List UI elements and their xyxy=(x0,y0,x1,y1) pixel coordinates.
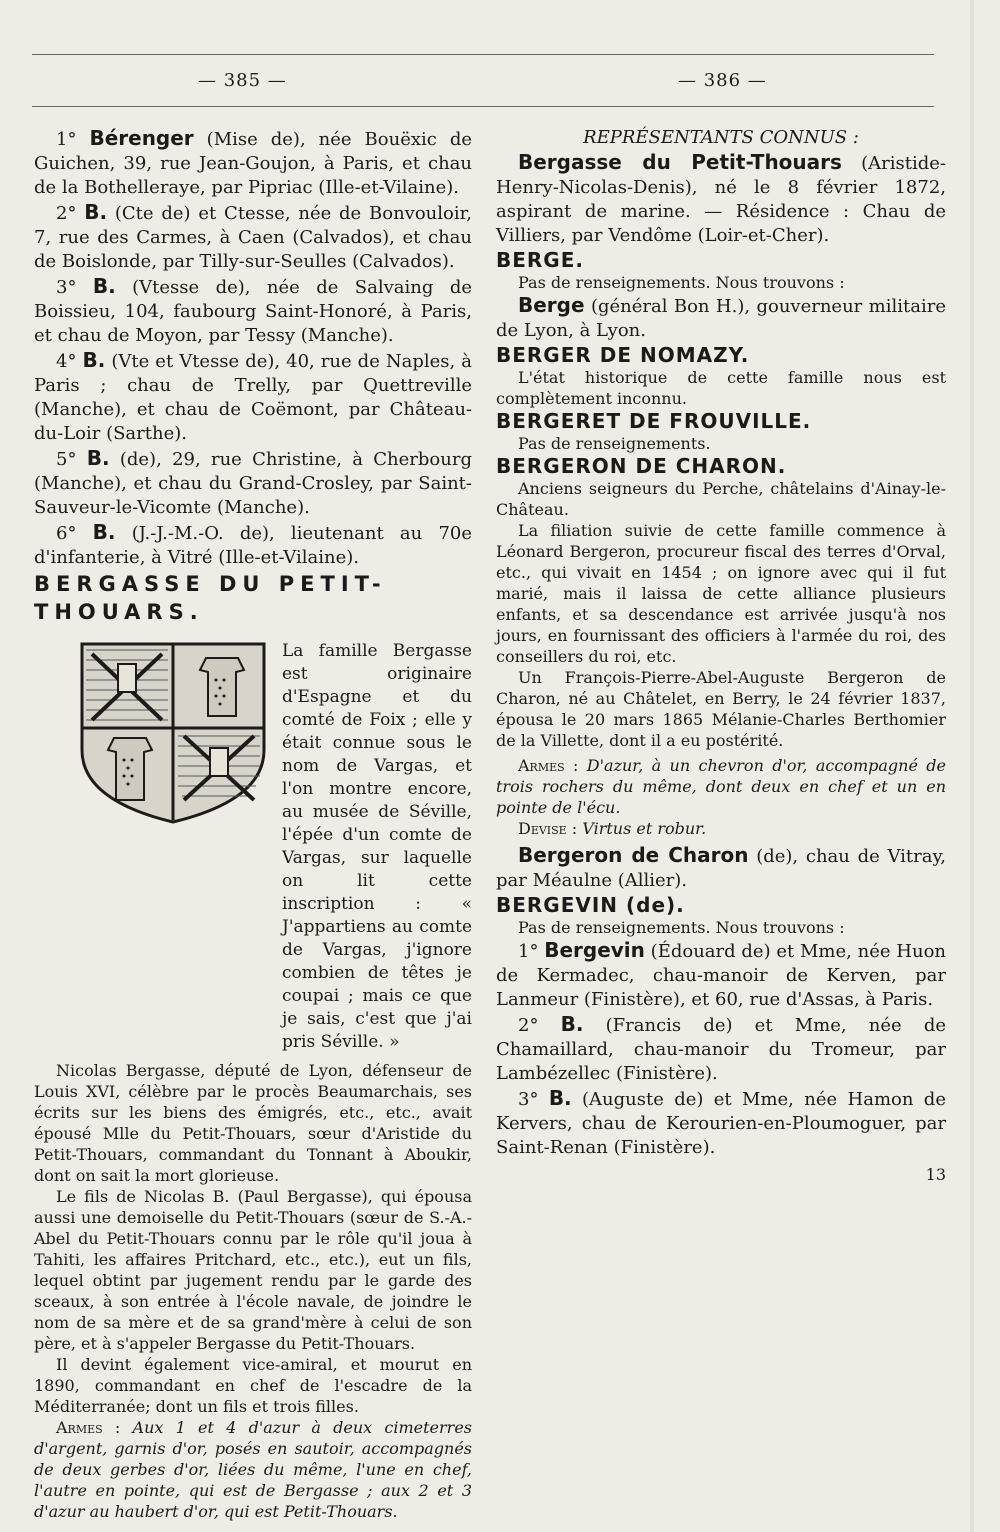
entry-number: 2° xyxy=(518,1015,539,1036)
bergevin-note: Pas de renseignements. Nous trouvons : xyxy=(518,918,845,937)
entry-number: 6° xyxy=(56,523,77,544)
bergevin-entry-1 xyxy=(496,938,946,1012)
charon-representative xyxy=(496,843,946,893)
entry-1 xyxy=(34,126,472,200)
entry-number: 5° xyxy=(56,449,77,470)
family-heading-bergasse: BERGASSE DU PETIT-THOUARS. xyxy=(34,572,387,624)
right-column xyxy=(496,126,946,1185)
entry-6 xyxy=(34,520,472,570)
entry-name: Bergevin xyxy=(544,938,645,962)
entry-text: (Auguste de) et Mme, née Hamon de Kervers, chau de Kerourien-en-Ploumoguer, par Saint-Renan (Finistère). xyxy=(496,1089,946,1158)
coat-of-arms-image xyxy=(78,640,268,833)
family-heading-frouville: BERGERET DE FROUVILLE. xyxy=(496,409,812,433)
devise-label: Devise : xyxy=(518,819,578,838)
coat-of-arms-block xyxy=(34,640,472,1054)
entry-text: (J.-J.-M.-O. de), lieutenant au 70e d'infanterie, à Vitré (Ille-et-Vilaine). xyxy=(34,523,472,568)
paragraph-fils: Le fils de Nicolas B. (Paul Bergasse), qui épousa aussi une demoiselle du Petit-Thouars (sœur de S.-A.-Abel du Petit-Thouars connu par le rôle qu'il joua à Tahiti, les affaires Pritchard, etc., etc.), eut un fils, lequel obtint par jugement rendu par le garde des sceaux, à son entrée à l'école navale, de joindre le nom de sa mère et de sa grand'mère à celui de son père, et à s'appeler Bergasse du Petit-Thouars. xyxy=(34,1187,472,1353)
armes-text: D'azur, à un chevron d'or, accompagné de trois rochers du même, dont deux en chef et un en pointe de l'écu. xyxy=(496,756,946,817)
entry-name: B. xyxy=(84,200,108,224)
representative-entry xyxy=(496,150,946,248)
entry-text: (Aristide-Henry-Nicolas-Denis), né le 8 février 1872, aspirant de marine. — Résidence : Chau de Villiers, par Vendôme (Loir-et-Cher). xyxy=(496,153,946,246)
berge-entry xyxy=(496,293,946,343)
entry-name: B. xyxy=(92,274,116,298)
entry-name: B. xyxy=(560,1012,584,1036)
representatives-heading: REPRÉSENTANTS CONNUS : xyxy=(583,127,859,148)
page-number-right: — 386 — xyxy=(678,70,767,91)
armes-text: Aux 1 et 4 d'azur à deux cimeterres d'argent, garnis d'or, posés en sautoir, accompagnés de deux gerbes d'or, liées du même, l'une en chef, l'autre en pointe, qui est de Bergasse ; aux 2 et 3 d'azur au haubert d'or, qui est Petit-Thouars. xyxy=(34,1418,472,1521)
devise-text: Virtus et robur. xyxy=(582,819,707,838)
intro-text: La famille Bergasse est originaire d'Espagne et du comté de Foix ; elle y était connue sous le nom de Vargas, et l'on montre encore, au musée de Séville, l'épée d'un comte de Vargas, sur laquelle on lit cette inscription : « J'appartiens au comte de Vargas, j'ignore combien de têtes je coupai ; mais ce que je sais, c'est que j'ai pris Séville. » xyxy=(282,641,472,1052)
entry-number: 3° xyxy=(56,277,77,298)
entry-2 xyxy=(34,200,472,274)
devise-charon xyxy=(496,818,946,839)
top-rule xyxy=(32,54,934,55)
entry-name: Bérenger xyxy=(89,126,194,150)
family-heading-nomazy: BERGER DE NOMAZY. xyxy=(496,343,750,367)
signature-mark: 13 xyxy=(925,1165,946,1184)
charon-paragraph-2: La filiation suivie de cette famille commence à Léonard Bergeron, procureur fiscal des terres d'Orval, etc., qui vivait en 1454 ; on ignore avec qui il fut marié, mais il laissa de cette alliance plusieurs enfants, et sa descendance est arrivée jusqu'à nos jours, en fournissant des officiers à l'armée du roi, des conseillers du roi, etc. xyxy=(496,521,946,666)
family-heading-bergevin: BERGEVIN (de). xyxy=(496,893,685,917)
entry-3 xyxy=(34,274,472,348)
family-heading-charon: BERGERON DE CHARON. xyxy=(496,454,787,478)
page-edge-shadow xyxy=(970,0,974,1532)
entry-name: Bergeron de Charon xyxy=(518,843,749,867)
frouville-text: Pas de renseignements. xyxy=(518,434,711,453)
entry-text: (Édouard de) et Mme, née Huon de Kermadec, chau-manoir de Kerven, par Lanmeur (Finistère), et 60, rue d'Assas, à Paris. xyxy=(496,941,946,1010)
paragraph-vice-amiral: Il devint également vice-amiral, et mourut en 1890, commandant en chef de l'escadre de la Méditerranée; dont un fils et trois filles. xyxy=(34,1355,472,1416)
entry-name: B. xyxy=(82,348,106,372)
entry-text: (Vtesse de), née de Salvaing de Boissieu, 104, faubourg Saint-Honoré, à Paris, et chau de Moyon, par Tessy (Manche). xyxy=(34,277,472,346)
entry-text: (Vte et Vtesse de), 40, rue de Naples, à Paris ; chau de Trelly, par Quettreville (Manche), et chau de Coëmont, par Château-du-Loir (Sarthe). xyxy=(34,351,472,444)
armes-bergasse xyxy=(34,1417,472,1522)
charon-paragraph-3: Un François-Pierre-Abel-Auguste Bergeron de Charon, né au Châtelet, en Berry, le 24 février 1837, épousa le 20 mars 1865 Mélanie-Charles Berthomier de la Villette, dont il a eu postérité. xyxy=(496,668,946,750)
entry-text: (Francis de) et Mme, née de Chamaillard, chau-manoir du Tromeur, par Lambézellec (Finistère). xyxy=(496,1015,946,1084)
charon-paragraph-1: Anciens seigneurs du Perche, châtelains d'Ainay-le-Château. xyxy=(496,479,946,519)
entry-number: 2° xyxy=(56,203,77,224)
page-number-left: — 385 — xyxy=(198,70,287,91)
armes-label: Armes : xyxy=(56,1418,121,1437)
shield-icon xyxy=(78,640,268,826)
entry-text: (Mise de), née Bouëxic de Guichen, 39, rue Jean-Goujon, à Paris, et chau de la Bothelleraye, par Pipriac (Ille-et-Vilaine). xyxy=(34,129,473,198)
entry-number: 3° xyxy=(518,1089,539,1110)
entry-name: Berge xyxy=(518,293,585,317)
family-heading-berge: BERGE. xyxy=(496,248,584,272)
left-column xyxy=(34,126,472,1522)
entry-name: B. xyxy=(548,1086,572,1110)
entry-name: Bergasse du Petit-Thouars xyxy=(518,150,842,174)
armes-charon xyxy=(496,755,946,818)
entry-text: (de), 29, rue Christine, à Cherbourg (Manche), et chau du Grand-Crosley, par Saint-Sauveur-le-Vicomte (Manche). xyxy=(34,449,472,518)
entry-number: 4° xyxy=(56,351,77,372)
entry-name: B. xyxy=(92,520,116,544)
bergevin-entry-3 xyxy=(496,1086,946,1160)
nomazy-text: L'état historique de cette famille nous est complètement inconnu. xyxy=(496,368,946,408)
berge-note: Pas de renseignements. Nous trouvons : xyxy=(518,273,845,292)
paragraph-nicolas: Nicolas Bergasse, député de Lyon, défenseur de Louis XVI, célèbre par le procès Beaumarchais, ses écrits sur les biens des émigrés, etc., etc., avait épousé Mlle du Petit-Thouars, sœur d'Aristide du Petit-Thouars, commandant du Tonnant à Aboukir, dont on sait la mort glorieuse. xyxy=(34,1061,472,1185)
armes-label: Armes : xyxy=(518,756,579,775)
entry-text: (général Bon H.), gouverneur militaire de Lyon, à Lyon. xyxy=(496,296,946,341)
entry-5 xyxy=(34,446,472,520)
entry-text: (Cte de) et Ctesse, née de Bonvouloir, 7, rue des Carmes, à Caen (Calvados), et chau de Boislonde, par Tilly-sur-Seulles (Calvados). xyxy=(34,203,472,272)
entry-number: 1° xyxy=(56,129,77,150)
entry-text: (de), chau de Vitray, par Méaulne (Allier). xyxy=(496,846,946,891)
entry-name: B. xyxy=(86,446,110,470)
header-rule xyxy=(32,106,934,107)
entry-4 xyxy=(34,348,472,446)
bergevin-entry-2 xyxy=(496,1012,946,1086)
entry-number: 1° xyxy=(518,941,539,962)
